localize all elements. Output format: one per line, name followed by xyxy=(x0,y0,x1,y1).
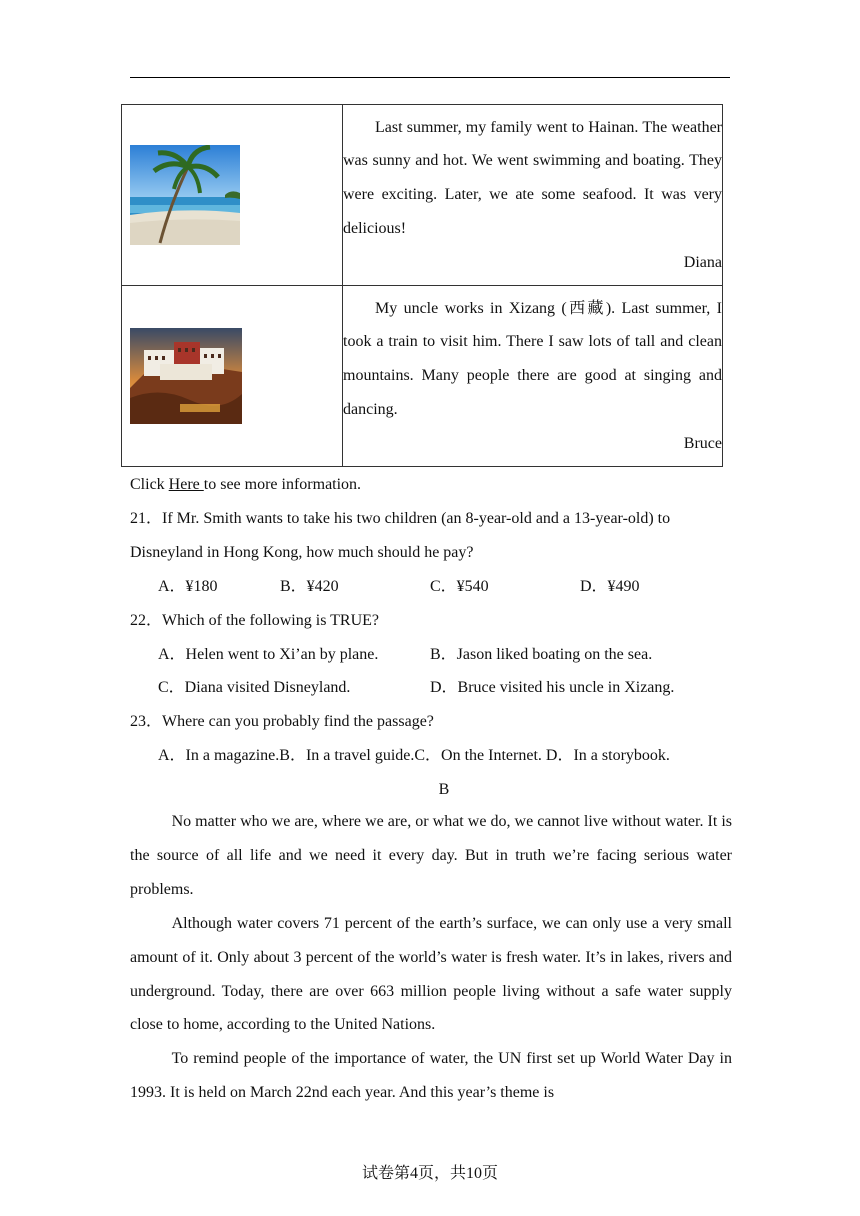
q23-option-d[interactable]: D．In a storybook. xyxy=(545,747,670,764)
q22-option-d[interactable]: D．Bruce visited his uncle in Xizang. xyxy=(430,679,675,696)
travel-stories-table xyxy=(121,104,723,467)
q21-option-d[interactable]: D．¥490 xyxy=(580,578,640,595)
question-21-stem-cont: Disneyland in Hong Kong, how much should he pay? xyxy=(130,544,474,561)
q23-option-b[interactable]: B．In a travel guide. xyxy=(279,747,415,764)
here-link[interactable]: Here xyxy=(168,476,204,493)
story-image-cell xyxy=(122,105,343,286)
story-text: My uncle works in Xizang (西藏). Last summer, I took a train to visit him. There I saw lots of tall and clean mountains. Many people there are good at singing and dancing. xyxy=(343,299,722,418)
story-image-cell xyxy=(122,286,343,467)
question-21-stem: 21．If Mr. Smith wants to take his two children (an 8-year-old and a 13-year-old) to xyxy=(130,510,671,527)
story-author: Bruce xyxy=(683,434,722,452)
q22-option-a[interactable]: A．Helen went to Xi’an by plane. xyxy=(158,646,379,663)
story-row-diana xyxy=(122,105,723,286)
page-footer: 试卷第4页，共10页 xyxy=(361,1165,498,1182)
more-info-line xyxy=(130,475,361,495)
story-author: Diana xyxy=(683,253,722,271)
q21-option-a[interactable]: A．¥180 xyxy=(158,578,218,595)
q22-option-c[interactable]: C．Diana visited Disneyland. xyxy=(158,679,351,696)
story-text-cell xyxy=(343,105,723,286)
beach-palm-image xyxy=(130,145,240,245)
header-rule xyxy=(130,77,730,78)
q23-options xyxy=(158,746,670,766)
story-text: Last summer, my family went to Hainan. The weather was sunny and hot. We went swimming and boating. They were exciting. Later, we ate some seafood. It was very delicious! xyxy=(343,118,722,237)
story-text-cell xyxy=(343,286,723,467)
question-22-stem: 22．Which of the following is TRUE? xyxy=(130,612,380,629)
passage-paragraph-2: Although water covers 71 percent of the earth’s surface, we can only use a very small amount of it. Only about 3 percent of the world’s water is fresh water. It’s in lakes, rivers and underground. Today, there are over 663 million people living without a safe water supply close to home, according to the United Nations. xyxy=(130,915,732,1034)
section-b-heading: B xyxy=(438,781,450,798)
passage-paragraph-3: To remind people of the importance of water, the UN first set up World Water Day in 1993. It is held on March 22nd each year. And this year’s theme is xyxy=(130,1050,732,1101)
q22-option-b[interactable]: B．Jason liked boating on the sea. xyxy=(430,646,653,663)
q23-option-a[interactable]: A．In a magazine. xyxy=(158,747,280,764)
story-row-bruce xyxy=(122,286,723,467)
more-info-suffix: to see more information. xyxy=(203,476,362,493)
q21-option-c[interactable]: C．¥540 xyxy=(430,578,489,595)
question-23-stem: 23．Where can you probably find the passage? xyxy=(130,713,434,730)
potala-palace-image xyxy=(130,328,242,424)
more-info-prefix: Click xyxy=(130,476,169,493)
q23-option-c[interactable]: C．On the Internet. xyxy=(414,747,542,764)
q21-option-b[interactable]: B．¥420 xyxy=(280,578,339,595)
passage-paragraph-1: No matter who we are, where we are, or what we do, we cannot live without water. It is the source of all life and we need it every day. But in truth we’re facing serious water problems. xyxy=(130,813,732,898)
